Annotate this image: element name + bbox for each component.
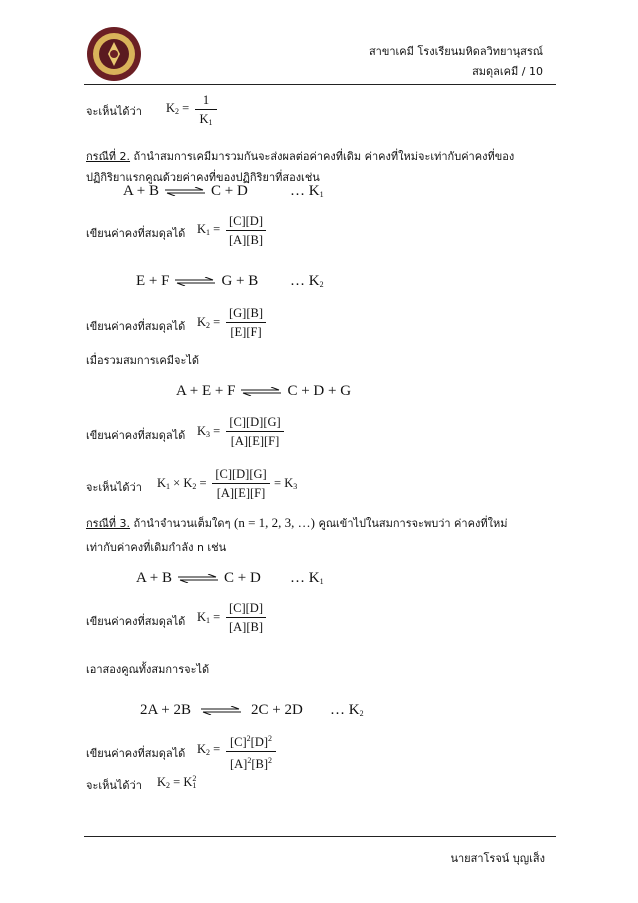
header-line2: สมดุลเคมี / 10 [472, 65, 543, 78]
equilibrium-arrow-icon [201, 706, 241, 715]
header-line1: สาขาเคมี โรงเรียนมหิดลวิทยานุสรณ์ [368, 45, 543, 58]
k2-fraction: [G][B] [E][F] [226, 305, 266, 340]
reaction-5: 2A + 2B 2C + 2D [140, 702, 303, 718]
write-k2-label: เขียนค่าคงที่สมดุลได้ [86, 320, 186, 333]
equilibrium-arrow-icon [165, 187, 205, 196]
s2-label: จะเห็นได้ว่า [86, 481, 142, 494]
case3-line1: กรณีที่ 3. ถ้านำจำนวนเต็มใดๆ (n = 1, 2, 3, …) คูณเข้าไปในสมการจะพบว่า ค่าคงที่ใหม่ [86, 515, 508, 530]
footer-rule [84, 836, 556, 837]
write-k1-label: เขียนค่าคงที่สมดุลได้ [86, 227, 186, 240]
reaction-3: A + E + F C + D + G [176, 383, 352, 399]
case2-line2: ปฏิกิริยาแรกคูณด้วยค่าคงที่ของปฏิกิริยาที่สองเช่น [86, 171, 320, 184]
equilibrium-arrow-icon [178, 574, 218, 583]
write-k4-label: เขียนค่าคงที่สมดุลได้ [86, 615, 186, 628]
s1-k2: $K_2$ = [166, 101, 190, 116]
write-k5-label: เขียนค่าคงที่สมดุลได้ [86, 747, 186, 760]
k4-fraction: [C][D] [A][B] [226, 600, 266, 635]
footer-author: นายสาโรจน์ บุญเส็ง [450, 852, 545, 865]
case3-line2: เท่ากับค่าคงที่เดิมกำลัง n เช่น [86, 541, 227, 554]
school-logo [86, 26, 142, 82]
k5-symbol: $K_2$ = [197, 742, 221, 757]
reaction-4-k: … $K_1$ [290, 570, 324, 586]
s2-fraction: [C][D][G] [A][E][F] [212, 466, 270, 501]
write-k3-label: เขียนค่าคงที่สมดุลได้ [86, 429, 186, 442]
header-rule [84, 84, 556, 85]
reaction-5-k: … $K_2$ [330, 702, 364, 718]
reaction-2: E + F G + B [136, 273, 259, 289]
double-label: เอาสองคูณทั้งสมการจะได้ [86, 663, 210, 676]
k3-symbol: $K_3$ = [197, 424, 221, 439]
reaction-1-k: … $K_1$ [290, 183, 324, 199]
k1-fraction: [C][D] [A][B] [226, 213, 266, 248]
reaction-2-k: … $K_2$ [290, 273, 324, 289]
k5-fraction: $[C]^2[D]^2$ $[A]^2[B]^2$ [226, 731, 276, 772]
case2-line1: กรณีที่ 2. ถ้านำสมการเคมีมารวมกันจะส่งผลต่อค่าคงที่เดิม ค่าคงที่ใหม่จะเท่ากับค่าคงที่ของ [86, 150, 515, 163]
equilibrium-arrow-icon [175, 277, 215, 286]
combine-label: เมื่อรวมสมการเคมีจะได้ [86, 354, 200, 367]
equilibrium-arrow-icon [241, 387, 281, 396]
k3-fraction: [C][D][G] [A][E][F] [226, 414, 284, 449]
k2-symbol: $K_2$ = [197, 315, 221, 330]
s2-k3: = $K_3$ [274, 476, 298, 491]
s2-product: $K_1 \times K_2$ = [157, 476, 207, 491]
k1-symbol: $K_1$ = [197, 222, 221, 237]
reaction-4: A + B C + D [136, 570, 261, 586]
k4-symbol: $K_1$ = [197, 610, 221, 625]
s1-fraction: 1 $K_1$ [195, 92, 217, 131]
reaction-1: A + B C + D [123, 183, 248, 199]
s3-expression: $K_2 = K_1^2$ [157, 774, 197, 790]
s1-label: จะเห็นได้ว่า [86, 105, 142, 118]
s3-label: จะเห็นได้ว่า [86, 779, 142, 792]
